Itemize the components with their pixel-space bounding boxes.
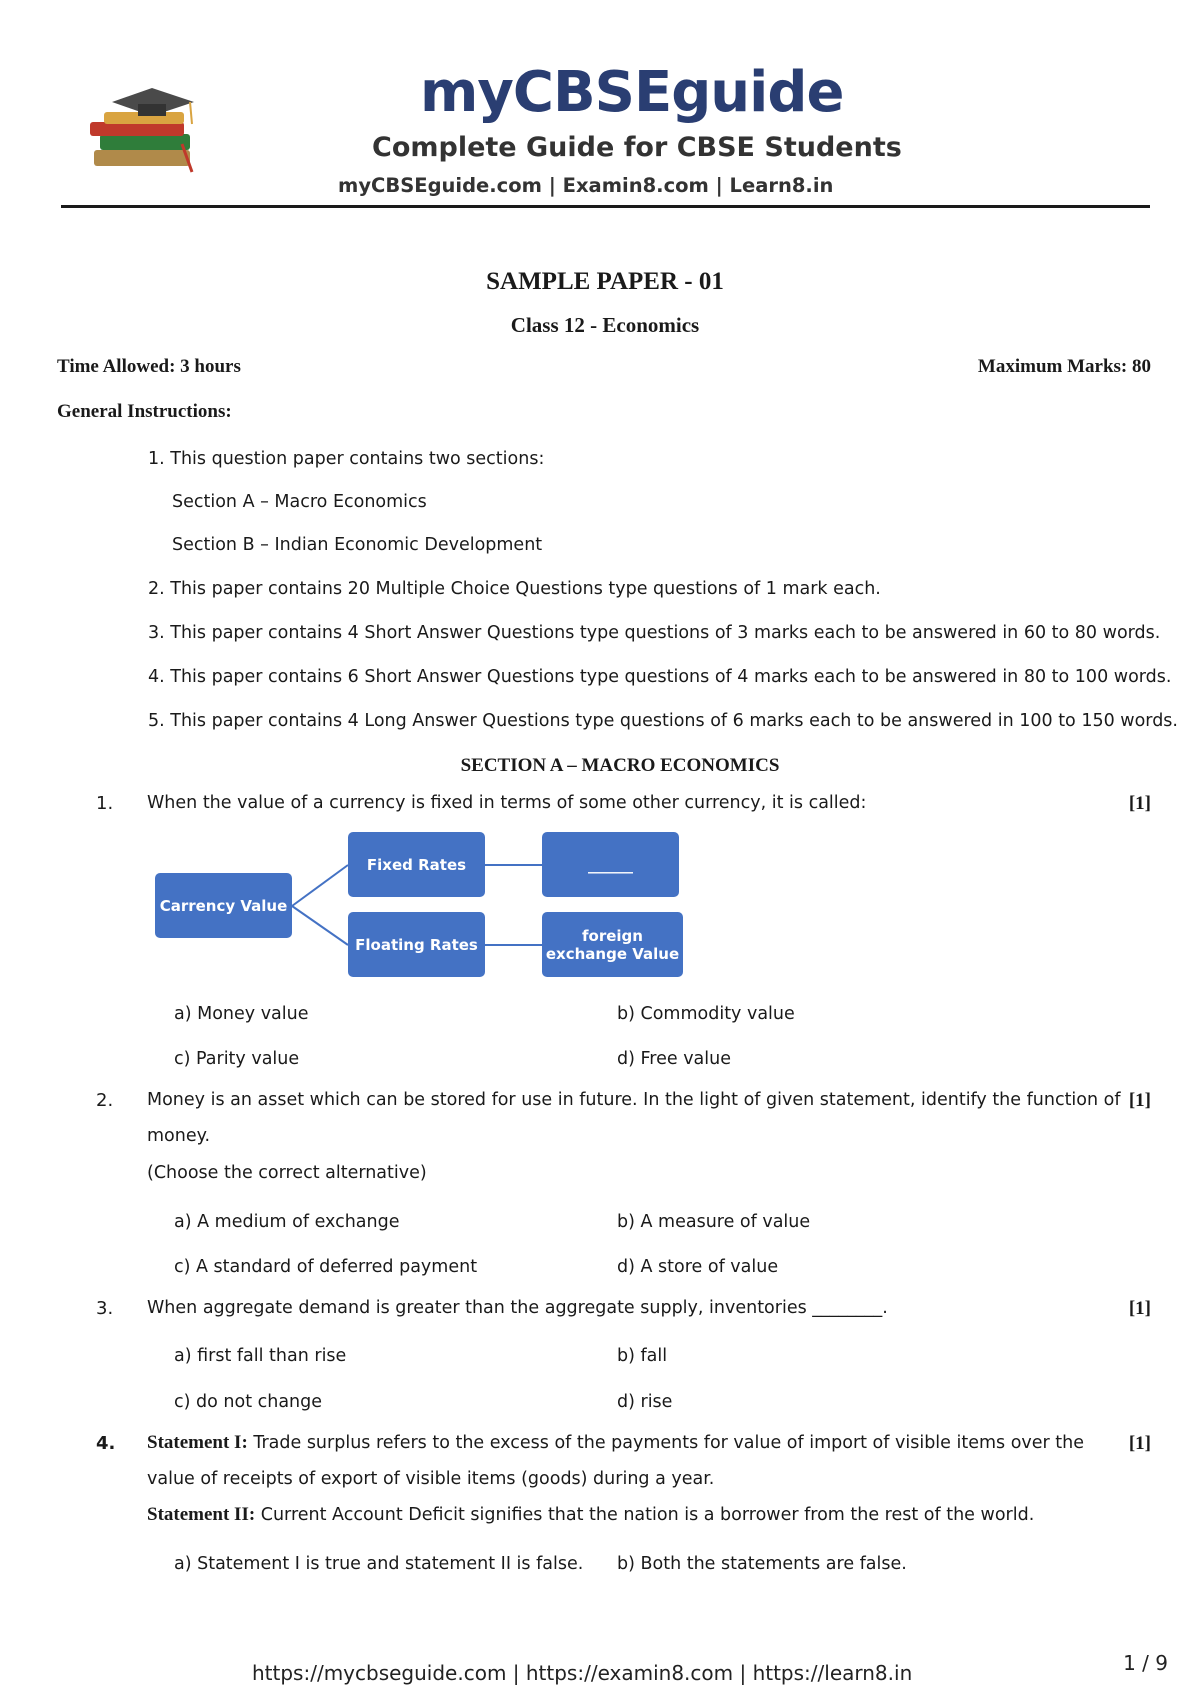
option-b: b) Both the statements are false. [617, 1554, 907, 1574]
option-a: a) Statement I is true and statement II is false. [174, 1554, 584, 1574]
question-number: 4. [96, 1433, 116, 1454]
diagram-floating-box: Floating Rates [348, 912, 485, 977]
question-text-line: Money is an asset which can be stored for use in future. In the light of given statement, identify the function of [147, 1090, 1121, 1110]
time-allowed: Time Allowed: 3 hours [57, 356, 241, 377]
question-text: When aggregate demand is greater than the aggregate supply, inventories ________. [147, 1298, 888, 1318]
paper-subtitle: Class 12 - Economics [510, 313, 700, 337]
statement-two-text: Current Account Deficit signifies that the nation is a borrower from the rest of the world. [255, 1505, 1035, 1525]
statement-one-text: Trade surplus refers to the excess of the payments for value of import of visible items over the [247, 1433, 1085, 1453]
instruction-item: 5. This paper contains 4 Long Answer Questions type questions of 6 marks each to be answered in 100 to 150 words. [148, 711, 1178, 731]
instruction-item: 2. This paper contains 20 Multiple Choice Questions type questions of 1 mark each. [148, 579, 881, 599]
question-text: When the value of a currency is fixed in terms of some other currency, it is called: [147, 793, 867, 813]
statement-one [147, 1425, 1084, 1461]
diagram-root-box: Carrency Value [155, 873, 292, 938]
option-c: c) do not change [174, 1392, 323, 1412]
question-marks: [1] [1128, 1090, 1151, 1111]
option-d: d) rise [617, 1392, 673, 1412]
question-text-line: money. [147, 1126, 211, 1146]
diagram-fixed-box: Fixed Rates [348, 832, 485, 897]
option-b: b) fall [617, 1346, 668, 1366]
instruction-item: 4. This paper contains 6 Short Answer Questions type questions of 4 marks each to be answered in 80 to 100 words. [148, 667, 1172, 687]
question-number: 1. [96, 793, 114, 814]
option-b: b) Commodity value [617, 1004, 795, 1024]
instruction-item: 3. This paper contains 4 Short Answer Questions type questions of 3 marks each to be answered in 60 to 80 words. [148, 623, 1161, 643]
question-marks: [1] [1128, 1433, 1151, 1454]
option-a: a) first fall than rise [174, 1346, 347, 1366]
footer-links[interactable]: https://mycbseguide.com | https://examin8.com | https://learn8.in [252, 1661, 913, 1685]
option-c: c) Parity value [174, 1049, 300, 1069]
paper-title: SAMPLE PAPER - 01 [486, 268, 724, 295]
question-number: 2. [96, 1090, 114, 1111]
instruction-item: Section A – Macro Economics [172, 492, 427, 512]
brand-title: myCBSEguide [420, 60, 844, 125]
question-marks: [1] [1128, 1298, 1151, 1319]
option-a: a) Money value [174, 1004, 309, 1024]
brand-tagline: Complete Guide for CBSE Students [372, 132, 902, 163]
instruction-item: 1. This question paper contains two sections: [148, 449, 545, 469]
instructions-heading: General Instructions: [57, 401, 232, 422]
option-c: c) A standard of deferred payment [174, 1257, 478, 1277]
instruction-item: Section B – Indian Economic Development [172, 535, 543, 555]
statement-two [147, 1497, 1034, 1533]
statement-one-label: Statement I: [147, 1432, 248, 1453]
question-marks: [1] [1128, 793, 1151, 814]
brand-sites: myCBSEguide.com | Examin8.com | Learn8.in [338, 174, 834, 197]
page-number: 1 / 9 [1123, 1651, 1168, 1675]
question-text-line: (Choose the correct alternative) [147, 1163, 427, 1183]
question-number: 3. [96, 1298, 114, 1319]
header-divider [61, 205, 1150, 208]
option-d: d) Free value [617, 1049, 731, 1069]
statement-two-label: Statement II: [147, 1504, 256, 1525]
max-marks: Maximum Marks: 80 [977, 356, 1151, 377]
option-d: d) A store of value [617, 1257, 779, 1277]
diagram-forex-box: foreign exchange Value [542, 912, 683, 977]
logo-books-icon [82, 84, 212, 174]
statement-one-continued: value of receipts of export of visible items (goods) during a year. [147, 1469, 715, 1489]
option-a: a) A medium of exchange [174, 1212, 400, 1232]
option-b: b) A measure of value [617, 1212, 811, 1232]
section-heading: SECTION A – MACRO ECONOMICS [460, 755, 780, 776]
diagram-blank-box: ______ [542, 832, 679, 897]
